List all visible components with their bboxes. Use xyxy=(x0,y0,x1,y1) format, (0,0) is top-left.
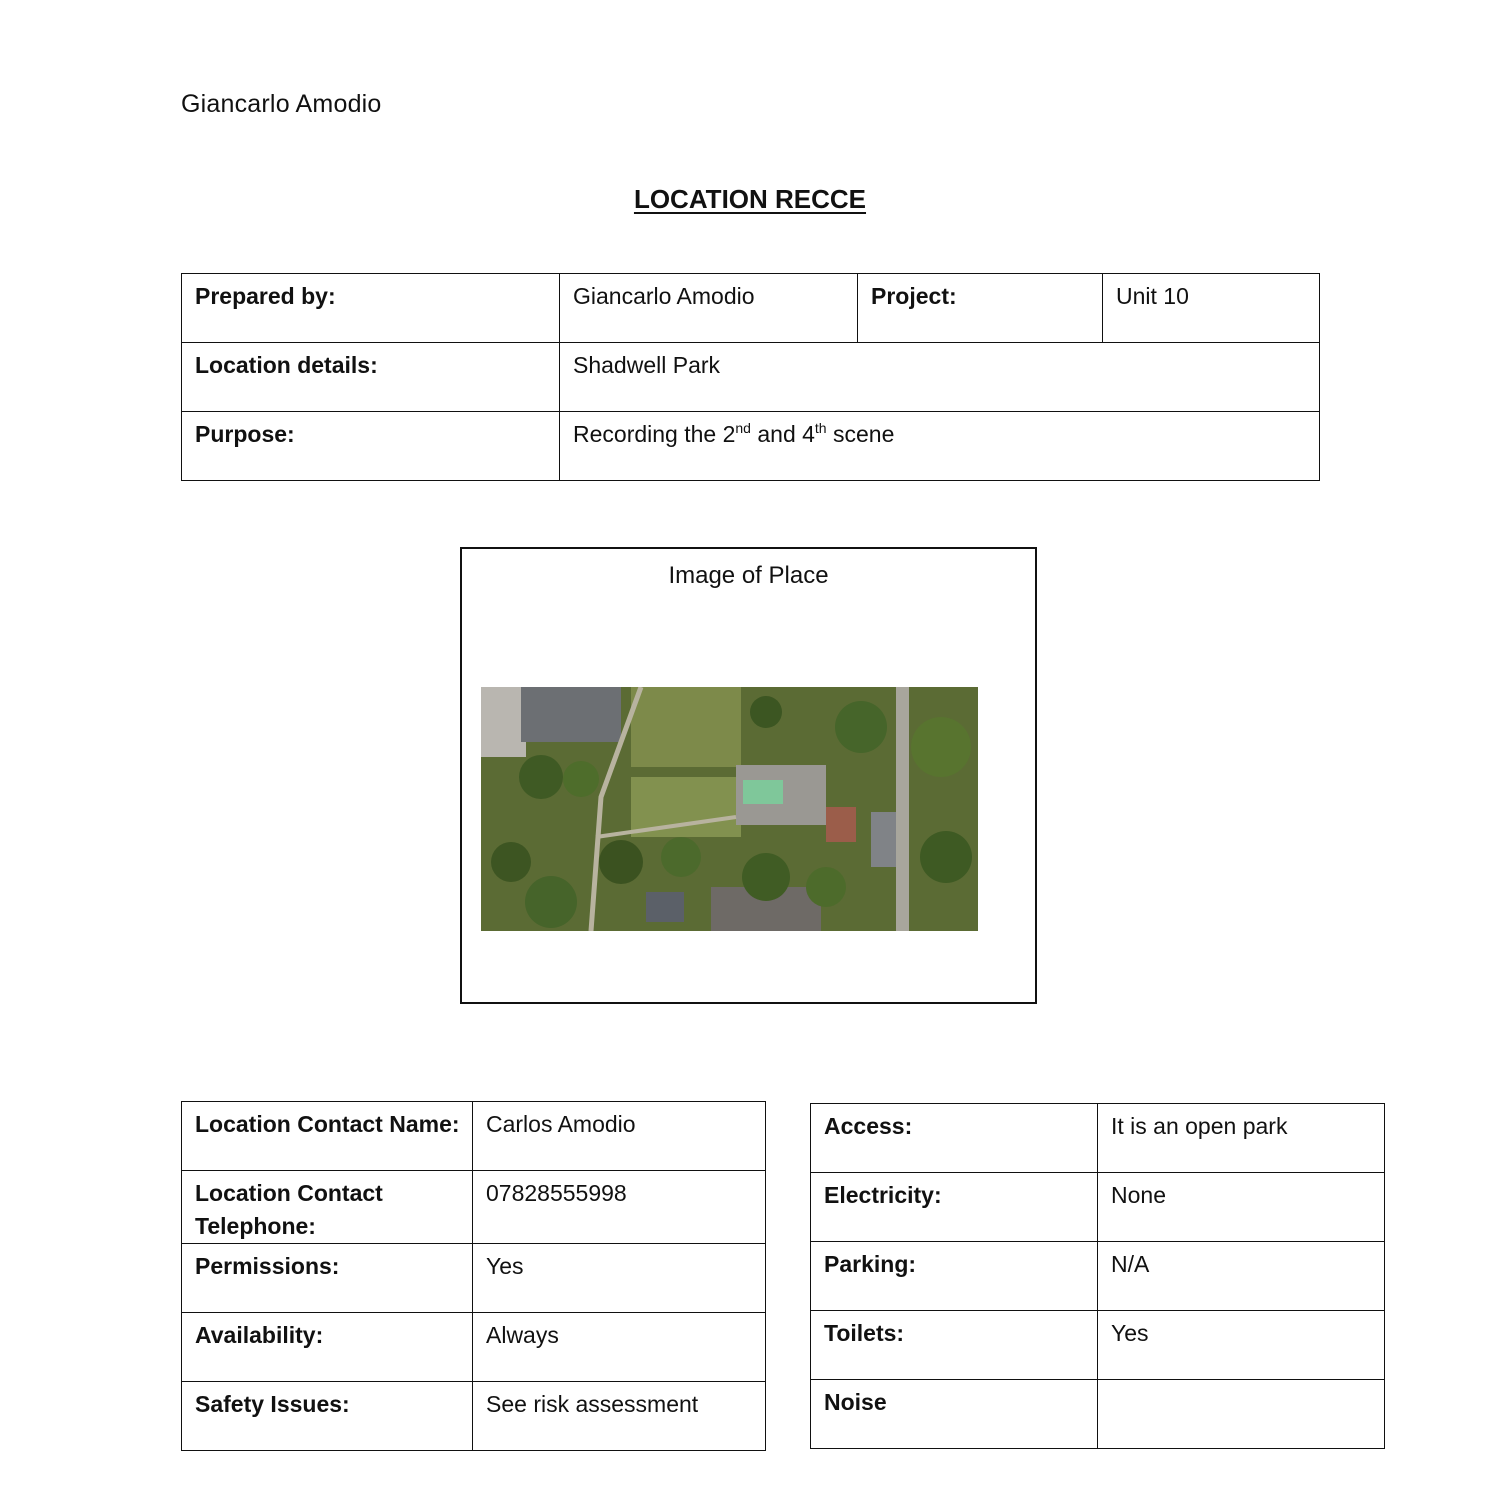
image-frame xyxy=(460,547,1037,1004)
aerial-photo xyxy=(481,687,978,931)
page-title: LOCATION RECCE xyxy=(633,184,867,214)
purpose-label: Purpose: xyxy=(182,412,560,481)
table-row xyxy=(811,1242,1385,1311)
tree xyxy=(750,696,782,728)
project-value: Unit 10 xyxy=(1103,274,1320,343)
tree xyxy=(491,842,531,882)
table-row xyxy=(811,1380,1385,1449)
field-value: Carlos Amodio xyxy=(473,1102,766,1171)
location-details-value: Shadwell Park xyxy=(560,343,1320,412)
table-row xyxy=(182,343,1320,412)
tree xyxy=(806,867,846,907)
tree xyxy=(599,840,643,884)
table-row xyxy=(811,1104,1385,1173)
table-row xyxy=(811,1173,1385,1242)
tree xyxy=(519,755,563,799)
purpose-text-2: and 4 xyxy=(750,421,815,447)
contact-table-body xyxy=(182,1102,766,1451)
green-roof xyxy=(743,780,783,804)
lawn-area xyxy=(631,687,741,767)
tree xyxy=(525,876,577,928)
purpose-value xyxy=(560,412,1320,481)
field-value: 07828555998 xyxy=(473,1171,766,1244)
author-name: Giancarlo Amodio xyxy=(181,90,382,118)
building-roof xyxy=(521,687,621,742)
building-roof xyxy=(646,892,684,922)
purpose-superscript-1: nd xyxy=(735,420,751,436)
tree xyxy=(835,701,887,753)
contact-table xyxy=(181,1101,766,1451)
tree xyxy=(742,853,790,901)
field-value: None xyxy=(1098,1173,1385,1242)
table-row xyxy=(811,1311,1385,1380)
field-label: Permissions: xyxy=(182,1244,473,1313)
purpose-text-1: Recording the 2 xyxy=(573,421,736,447)
table-row xyxy=(182,1244,766,1313)
tree xyxy=(661,837,701,877)
field-label: Access: xyxy=(811,1104,1098,1173)
building-roof xyxy=(481,687,526,757)
field-value: Yes xyxy=(1098,1311,1385,1380)
field-label: Location Contact Telephone: xyxy=(182,1171,473,1244)
field-label: Noise xyxy=(811,1380,1098,1449)
field-value: It is an open park xyxy=(1098,1104,1385,1173)
field-label: Parking: xyxy=(811,1242,1098,1311)
project-label: Project: xyxy=(858,274,1103,343)
field-value: Always xyxy=(473,1313,766,1382)
facilities-table xyxy=(810,1103,1385,1449)
field-label: Availability: xyxy=(182,1313,473,1382)
facilities-table-body xyxy=(811,1104,1385,1449)
table-row xyxy=(182,412,1320,481)
field-label: Safety Issues: xyxy=(182,1382,473,1451)
tree xyxy=(920,831,972,883)
table-row xyxy=(182,274,1320,343)
prepared-by-label: Prepared by: xyxy=(182,274,560,343)
purpose-text-3: scene xyxy=(826,421,895,447)
field-label: Electricity: xyxy=(811,1173,1098,1242)
tree xyxy=(911,717,971,777)
field-label: Location Contact Name: xyxy=(182,1102,473,1171)
prepared-by-value: Giancarlo Amodio xyxy=(560,274,858,343)
table-row xyxy=(182,1313,766,1382)
field-value: N/A xyxy=(1098,1242,1385,1311)
field-value: See risk assessment xyxy=(473,1382,766,1451)
field-value: Yes xyxy=(473,1244,766,1313)
table-row xyxy=(182,1382,766,1451)
image-caption: Image of Place xyxy=(668,562,829,589)
building-roof xyxy=(826,807,856,842)
table-row xyxy=(182,1102,766,1171)
details-table xyxy=(181,273,1320,481)
location-details-label: Location details: xyxy=(182,343,560,412)
purpose-superscript-2: th xyxy=(814,420,827,436)
field-value xyxy=(1098,1380,1385,1449)
road xyxy=(896,687,909,931)
tree xyxy=(563,761,599,797)
field-label: Toilets: xyxy=(811,1311,1098,1380)
table-row xyxy=(182,1171,766,1244)
